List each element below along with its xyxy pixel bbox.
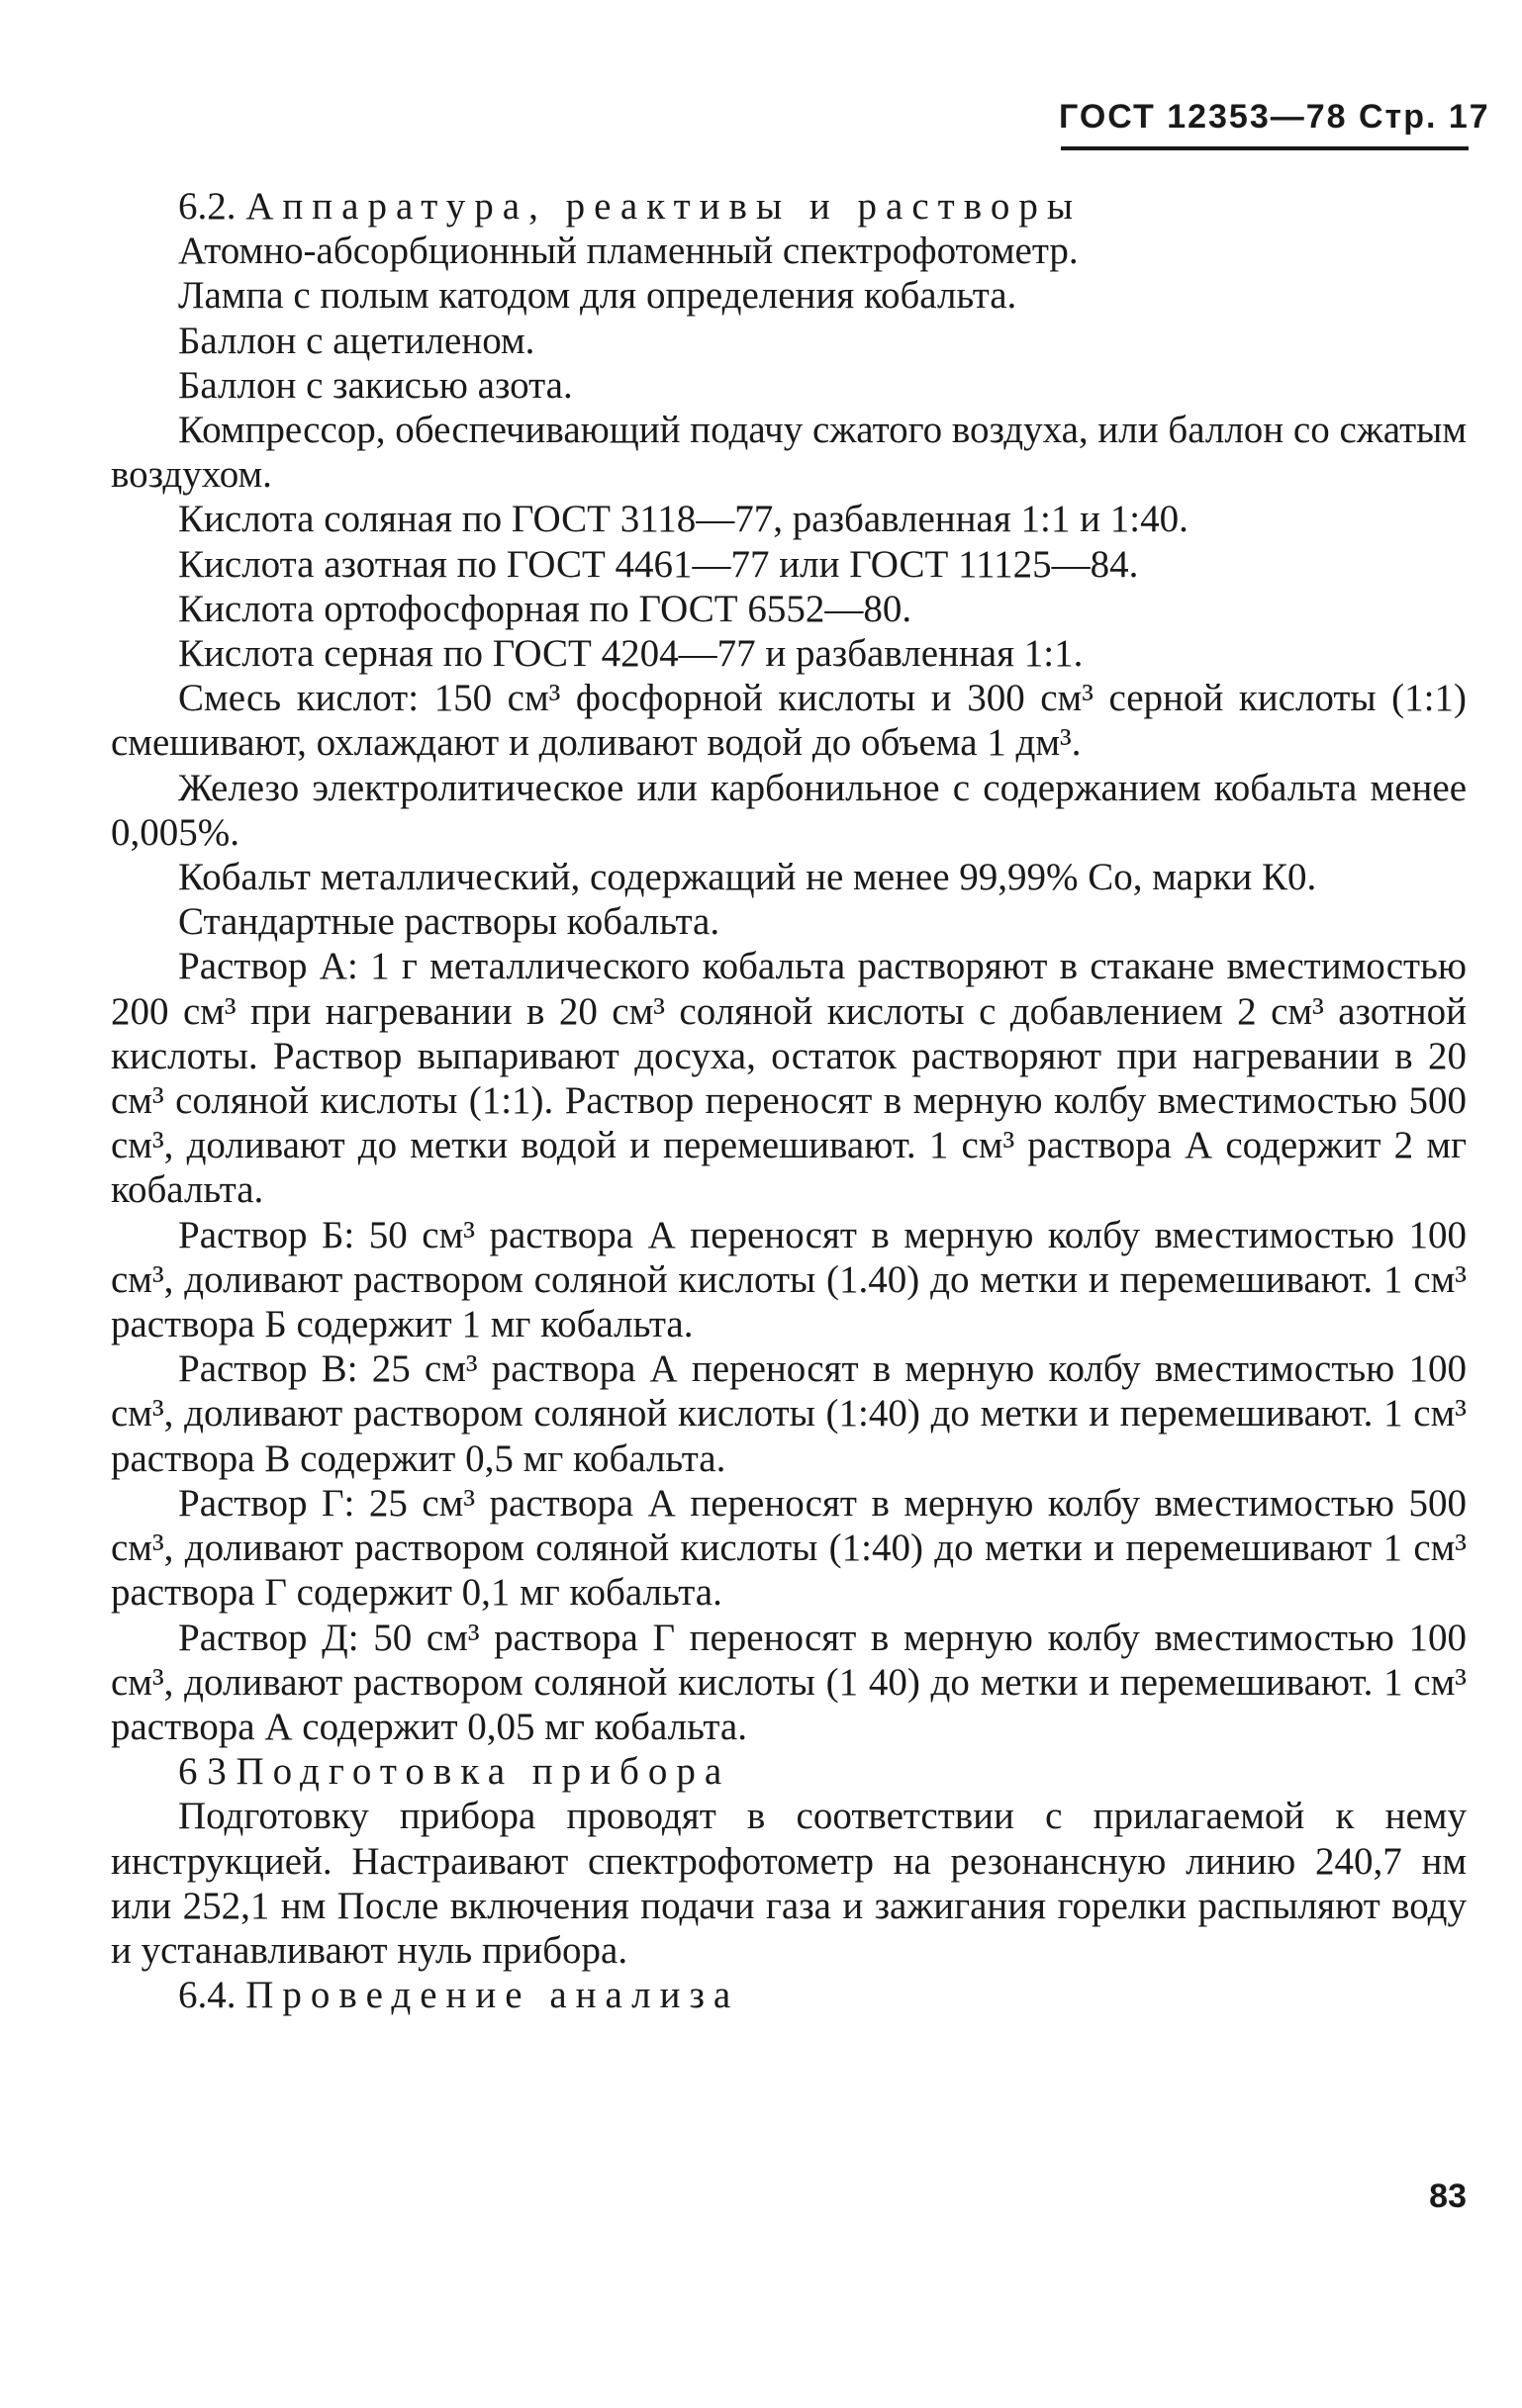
paragraph: Кислота азотная по ГОСТ 4461—77 или ГОСТ 11125—84.: [178, 542, 1139, 586]
paragraph: Кислота серная по ГОСТ 4204—77 и разбавленная 1:1.: [178, 632, 1084, 676]
running-header: ГОСТ 12353—78 Стр. 17: [1059, 98, 1490, 136]
paragraph: Стандартные растворы кобальта.: [178, 900, 720, 944]
paragraph: Раствор А: 1 г металлического кобальта растворяют в стакане вместимостью 200 см³ при нагревании в 20 см³ соляной кислоты с добавлением 2 см³ азотной кислоты. Раствор выпаривают досуха, остаток растворяют при нагревании в 20 см³ соляной кислоты (1:1). Раствор переносят в мерную колбу вместимостью 500 см³, доливают до метки водой и перемешивают. 1 см³ раствора А содержит 2 мг кобальта.: [111, 945, 1467, 1212]
section-number: 6.2.: [178, 185, 237, 228]
paragraph: Атомно-абсорбционный пламенный спектрофотометр.: [178, 230, 1079, 273]
section-number: 6.4.: [178, 1974, 237, 2017]
document-body: [111, 184, 1467, 2017]
paragraph: Железо электролитическое или карбонильное с содержанием кобальта менее 0,005%.: [111, 766, 1467, 854]
paragraph: Кобальт металлический, содержащий не менее 99,99% Со, марки К0.: [178, 856, 1317, 899]
page-number: 83: [1429, 2177, 1467, 2215]
paragraph: Раствор Б: 50 см³ раствора А переносят в мерную колбу вместимостью 100 см³, доливают раствором соляной кислоты (1.40) до метки и перемешивают. 1 см³ раствора Б содержит 1 мг кобальта.: [111, 1213, 1467, 1346]
section-heading-preparation: [111, 1749, 1467, 1794]
paragraph: Кислота соляная по ГОСТ 3118—77, разбавленная 1:1 и 1:40.: [178, 498, 1189, 541]
paragraph: Раствор В: 25 см³ раствора А переносят в мерную колбу вместимостью 100 см³, доливают раствором соляной кислоты (1:40) до метки и перемешивают. 1 см³ раствора В содержит 0,5 мг кобальта.: [111, 1347, 1467, 1480]
section-title: Аппаратура, реактивы и растворы: [245, 185, 1083, 228]
section-heading-analysis: [111, 1973, 1467, 2017]
section-title: Проведение анализа: [245, 1974, 740, 2017]
paragraph: Раствор Д: 50 см³ раствора Г переносят в мерную колбу вместимостью 100 см³, доливают раствором соляной кислоты (1 40) до метки и перемешивают. 1 см³ раствора А содержит 0,05 мг кобальта.: [111, 1616, 1467, 1748]
section-number: 6 3: [178, 1750, 227, 1794]
section-title: Подготовка прибора: [236, 1750, 731, 1794]
paragraph: Компрессор, обеспечивающий подачу сжатого воздуха, или баллон со сжатым воздухом.: [111, 409, 1467, 497]
header-rule: [1061, 146, 1469, 150]
section-heading-apparatus: [111, 184, 1467, 229]
paragraph: Подготовку прибора проводят в соответствии с прилагаемой к нему инструкцией. Настраивают спектрофотометр на резонансную линию 240,7 нм или 252,1 нм После включения подачи газа и зажигания горелки распыляют воду и устанавливают нуль прибора.: [111, 1795, 1467, 1972]
paragraph: Смесь кислот: 150 см³ фосфорной кислоты и 300 см³ серной кислоты (1:1) смешивают, охлаждают и доливают водой до объема 1 дм³.: [111, 677, 1467, 765]
paragraph: Лампа с полым катодом для определения кобальта.: [178, 274, 1017, 318]
paragraph: Баллон с закисью азота.: [178, 363, 573, 407]
paragraph: Раствор Г: 25 см³ раствора А переносят в мерную колбу вместимостью 500 см³, доливают раствором соляной кислоты (1:40) до метки и перемешивают 1 см³ раствора Г содержит 0,1 мг кобальта.: [111, 1481, 1467, 1615]
paragraph: Кислота ортофосфорная по ГОСТ 6552—80.: [178, 587, 912, 630]
paragraph: Баллон с ацетиленом.: [178, 319, 535, 362]
